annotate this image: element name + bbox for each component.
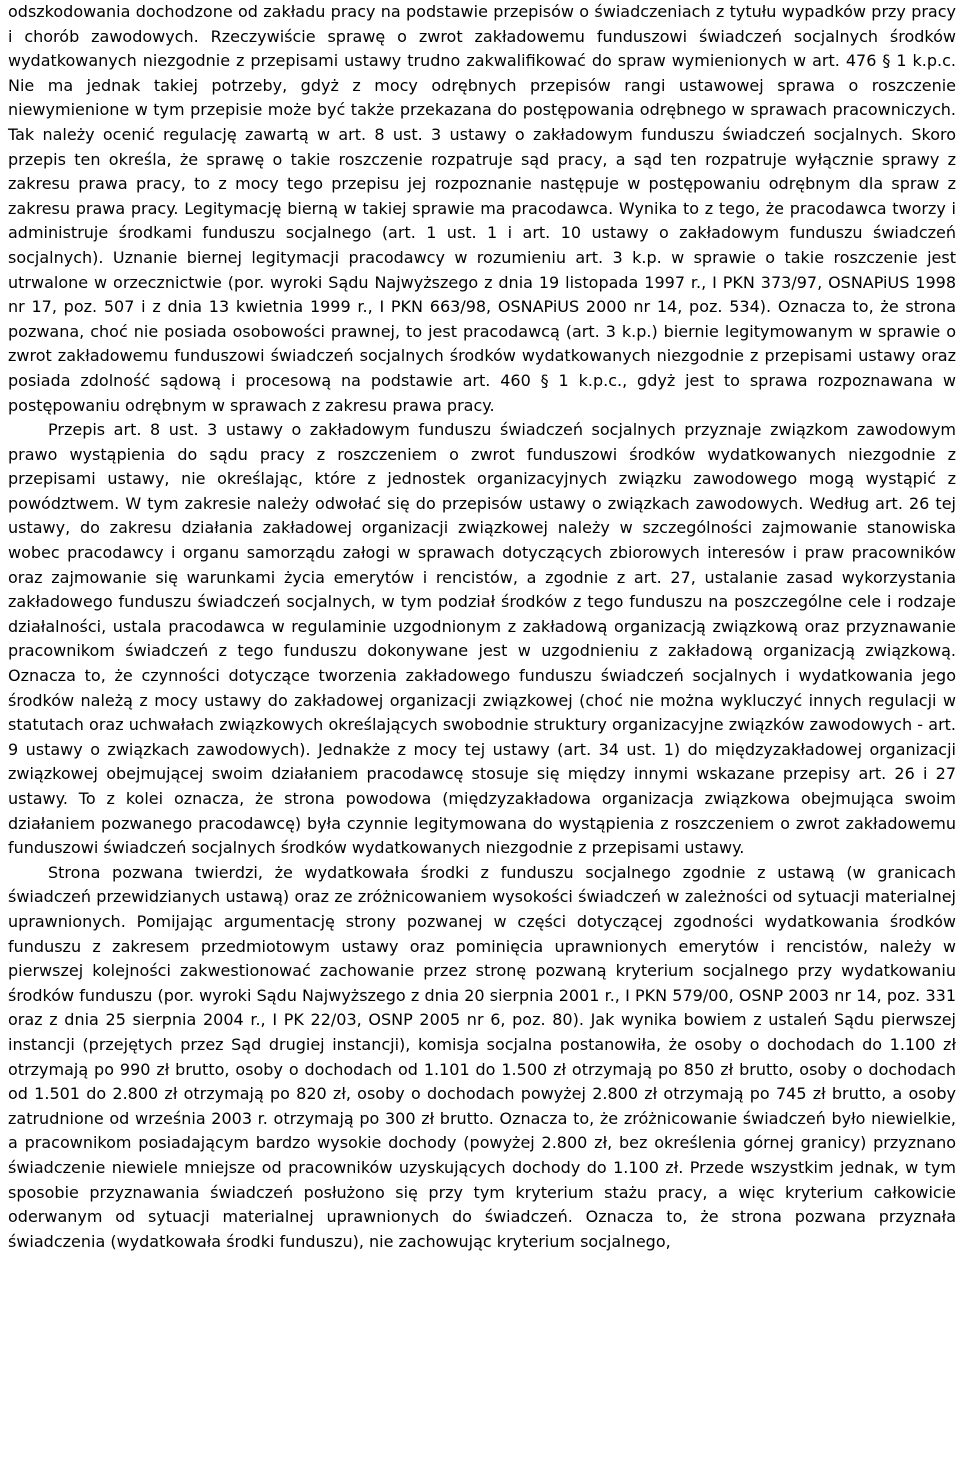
paragraph-2: Przepis art. 8 ust. 3 ustawy o zakładowym funduszu świadczeń socjalnych przyznaje związkom zawodowym prawo wystąpienia do sądu pracy z roszczeniem o zwrot funduszowi środków wydatkowanych niezgodnie z przepisami ustawy, nie określając, które z jednostek organizacyjnych związku zawodowego mogą wystąpić z powództwem. W tym zakresie należy odwołać się do przepisów ustawy o związkach zawodowych. Według art. 26 tej ustawy, do zakresu działania zakładowej organizacji związkowej należy w szczególności zajmowanie stanowiska wobec pracodawcy i organu samorządu załogi w sprawach dotyczących zbiorowych interesów i praw pracowników oraz zajmowanie się warunkami życia emerytów i rencistów, a zgodnie z art. 27, ustalanie zasad wykorzystania zakładowego funduszu świadczeń socjalnych, w tym podział środków z tego funduszu na poszczególne cele i rodzaje działalności, ustala pracodawca w regulaminie uzgodnionym z zakładową organizacją związkową oraz przyznawanie pracownikom świadczeń z tego funduszu dokonywane jest w uzgodnieniu z zakładową organizacją związkową. Oznacza to, że czynności dotyczące tworzenia zakładowego funduszu świadczeń socjalnych i wydatkowania jego środków należą z mocy ustawy do zakładowej organizacji związkowej (choć nie można wykluczyć innych regulacji w statutach oraz uchwałach związkowych określających swobodnie struktury organizacyjne związków zawodowych - art. 9 ustawy o związkach zawodowych). Jednakże z mocy tej ustawy (art. 34 ust. 1) do międzyzakładowej organizacji związkowej obejmującej swoim działaniem pracodawcę stosuje się między innymi wskazane przepisy art. 26 i 27 ustawy. To z kolei oznacza, że strona powodowa (międzyzakładowa organizacja związkowa obejmująca swoim działaniem pozwanego pracodawcę) była czynnie legitymowana do wystąpienia z roszczeniem o zwrot zakładowemu funduszowi świadczeń socjalnych środków wydatkowanych niezgodnie z przepisami ustawy.: [8, 420, 956, 858]
paragraph-3: Strona pozwana twierdzi, że wydatkowała środki z funduszu socjalnego zgodnie z ustawą (w granicach świadczeń przewidzianych ustawą) oraz ze zróżnicowaniem wysokości świadczeń w zależności od sytuacji materialnej uprawnionych. Pomijając argumentację strony pozwanej w części dotyczącej zgodności wydatkowania środków funduszu z zakresem przedmiotowym ustawy oraz pominięcia uprawnionych emerytów i rencistów, należy w pierwszej kolejności zakwestionować zachowanie przez stronę pozwaną kryterium socjalnego przy wydatkowaniu środków funduszu (por. wyroki Sądu Najwyższego z dnia 20 sierpnia 2001 r., I PKN 579/00, OSNP 2003 nr 14, poz. 331 oraz z dnia 25 sierpnia 2004 r., I PK 22/03, OSNP 2005 nr 6, poz. 80). Jak wynika bowiem z ustaleń Sądu pierwszej instancji (przejętych przez Sąd drugiej instancji), komisja socjalna postanowiła, że osoby o dochodach do 1.100 zł otrzymają po 990 zł brutto, osoby o dochodach od 1.101 do 1.500 zł otrzymają po 850 zł brutto, osoby o dochodach od 1.501 do 2.800 zł otrzymają po 820 zł, osoby o dochodach powyżej 2.800 zł otrzymają po 745 zł brutto, a osoby zatrudnione od września 2003 r. otrzymają po 300 zł brutto. Oznacza to, że zróżnicowanie świadczeń było niewielkie, a pracownikom posiadającym bardzo wysokie dochody (powyżej 2.800 zł, bez określenia górnej granicy) przyznano świadczenie niewiele mniejsze od pracowników uzyskujących dochody do 1.100 zł. Przede wszystkim jednak, w tym sposobie przyznawania świadczeń posłużono się przy tym kryterium stażu pracy, a więc kryterium całkowicie oderwanym od sytuacji materialnej uprawnionych do świadczeń. Oznacza to, że strona pozwana przyznała świadczenia (wydatkowała środki funduszu), nie zachowując kryterium socjalnego,: [8, 862, 956, 1251]
paragraph-1: odszkodowania dochodzone od zakładu pracy na podstawie przepisów o świadczeniach z tytułu wypadków przy pracy i chorób zawodowych. Rzeczywiście sprawę o zwrot zakładowemu funduszowi świadczeń socjalnych środków wydatkowanych niezgodnie z przepisami ustawy trudno zakwalifikować do spraw wymienionych w art. 476 § 1 k.p.c. Nie ma jednak takiej potrzeby, gdyż z mocy odrębnych przepisów rangi ustawowej sprawa o roszczenie niewymienione w tym przepisie może być także przekazana do postępowania odrębnego w sprawach pracowniczych. Tak należy ocenić regulację zawartą w art. 8 ust. 3 ustawy o zakładowym funduszu świadczeń socjalnych. Skoro przepis ten określa, że sprawę o takie roszczenie rozpatruje sąd pracy, a sąd ten rozpatruje wyłącznie sprawy z zakresu prawa pracy, to z mocy tego przepisu jej rozpoznanie następuje w postępowaniu odrębnym dla spraw z zakresu prawa pracy. Legitymację bierną w takiej sprawie ma pracodawca. Wynika to z tego, że pracodawca tworzy i administruje środkami funduszu socjalnego (art. 1 ust. 1 i art. 10 ustawy o zakładowym funduszu świadczeń socjalnych). Uznanie biernej legitymacji pracodawcy w rozumieniu art. 3 k.p. w sprawie o takie roszczenie jest utrwalone w orzecznictwie (por. wyroki Sądu Najwyższego z dnia 19 listopada 1997 r., I PKN 373/97, OSNAPiUS 1998 nr 17, poz. 507 i z dnia 13 kwietnia 1999 r., I PKN 663/98, OSNAPiUS 2000 nr 14, poz. 534). Oznacza to, że strona pozwana, choć nie posiada osobowości prawnej, to jest pracodawcą (art. 3 k.p.) biernie legitymowanym w sprawie o zwrot zakładowemu funduszowi świadczeń socjalnych środków wydatkowanych niezgodnie z przepisami ustawy oraz posiada zdolność sądową i procesową na podstawie art. 460 § 1 k.p.c., gdyż jest to sprawa rozpoznawana w postępowaniu odrębnym w sprawach z zakresu prawa pracy.: [8, 2, 956, 415]
